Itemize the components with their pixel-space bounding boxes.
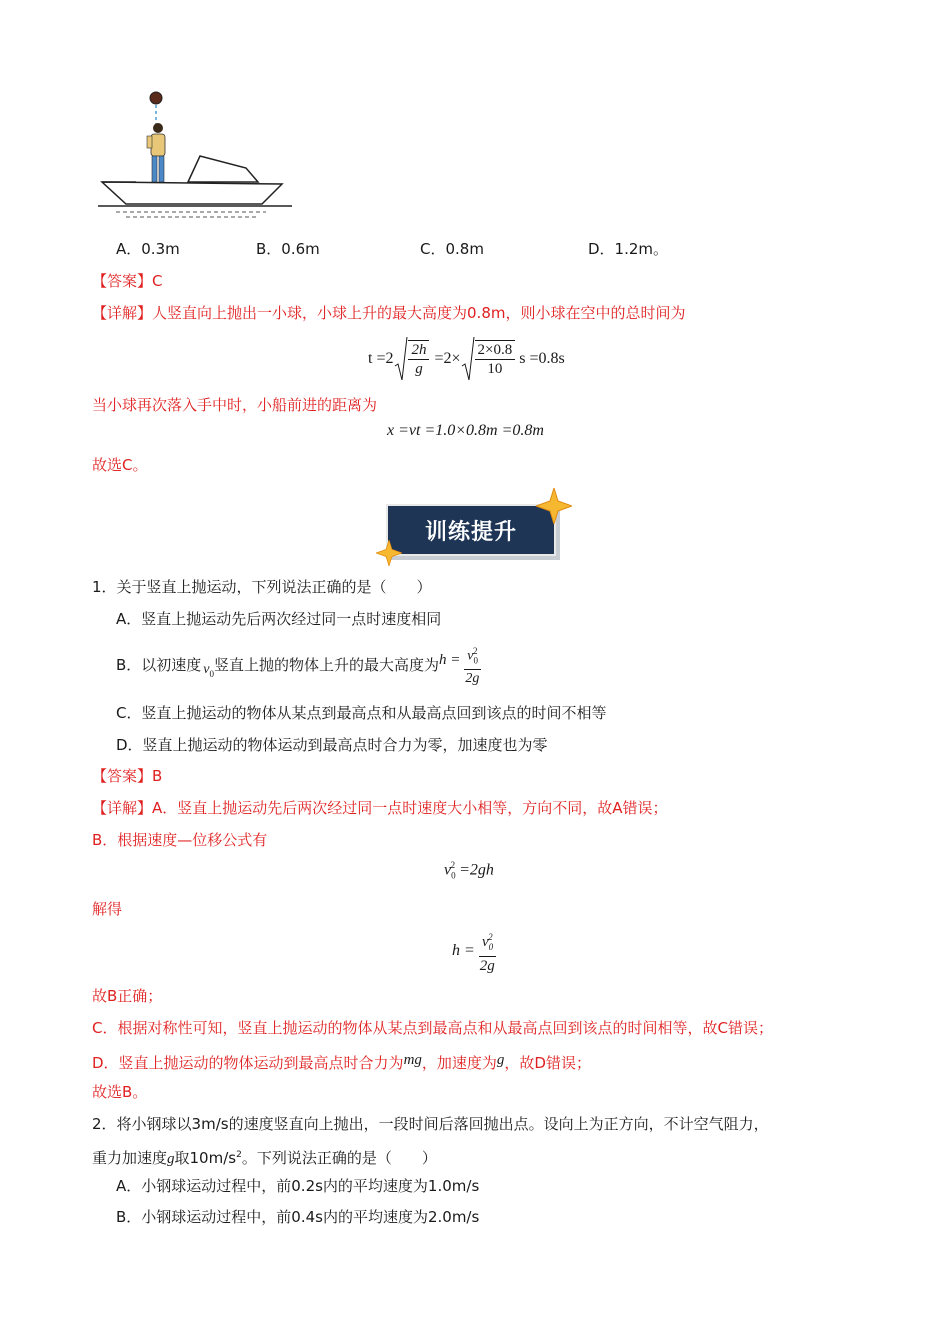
answer-q0: 【答案】C [92,272,163,290]
detail-q0: 【详解】人竖直向上抛出一小球，小球上升的最大高度为0.8m，则小球在空中的总时间为 [92,304,686,322]
option-c: C．0.8m [420,240,484,258]
text-b-correct: 故B正确； [92,987,163,1005]
banner-title: 训练提升 [424,519,517,545]
q2-stem-line1: 2．将小钢球以3m/s的速度竖直向上抛出，一段时间后落回抛出点。设向上为正方向，不计空气阻力， [92,1115,769,1133]
q1-option-b: B．以初速度 $v_0$ 竖直上抛的物体上升的最大高度为 h = $\frac{v_0^2}{2g}$ [116,642,484,688]
boat-illustration [96,88,296,218]
option-a: A．0.3m [116,240,180,258]
q1-option-c: C．竖直上抛运动的物体从某点到最高点和从最高点回到该点的时间不相等 [116,704,607,722]
equation-time: t =2 $\frac{2h}{g}$ =2× $\frac{2\times 0.8}{10}$ s =0.8s [368,334,565,384]
equation-velocity-displacement: $v_0^2 =2gh$ [444,860,494,881]
equation-distance: x =vt =1.0×0.8m =0.8m [387,422,544,439]
ball-icon [150,92,162,104]
q1-option-d: D．竖直上抛运动的物体运动到最高点时合力为零，加速度也为零 [116,736,548,754]
answer-q1: 【答案】B [92,767,163,785]
option-d: D．1.2m。 [588,240,669,258]
text-boat-distance: 当小球再次落入手中时，小船前进的距离为 [92,396,378,414]
conclusion-q0: 故选C。 [92,456,148,474]
conclusion-q1: 故选B。 [92,1083,148,1101]
star-icon [376,540,402,566]
q1-stem: 1．关于竖直上抛运动，下列说法正确的是（ ） [92,578,432,596]
detail-q1-a: 【详解】A．竖直上抛运动先后两次经过同一点时速度大小相等，方向不同，故A错误； [92,799,668,817]
detail-q1-c: C．根据对称性可知，竖直上抛运动的物体从某点到最高点和从最高点回到该点的时间相等，故C错误； [92,1019,773,1037]
text-solve: 解得 [92,900,123,918]
star-icon [536,488,572,524]
equation-max-height: h = $\frac{v_0^2}{2g}$ [452,928,500,974]
q2-option-a: A．小钢球运动过程中，前0.2s内的平均速度为1.0m/s [116,1177,480,1195]
section-banner [386,502,562,562]
person-icon [147,123,165,182]
q2-option-b: B．小钢球运动过程中，前0.4s内的平均速度为2.0m/s [116,1208,480,1226]
detail-q1-d: D．竖直上抛运动的物体运动到最高点时合力为mg，加速度为g，故D错误； [92,1052,591,1072]
q1-option-a: A．竖直上抛运动先后两次经过同一点时速度相同 [116,610,442,628]
detail-q1-b: B．根据速度—位移公式有 [92,831,268,849]
option-b: B．0.6m [256,240,320,258]
q2-stem-line2: 重力加速度g取$10m/s^2$。下列说法正确的是（ ） [92,1149,437,1167]
